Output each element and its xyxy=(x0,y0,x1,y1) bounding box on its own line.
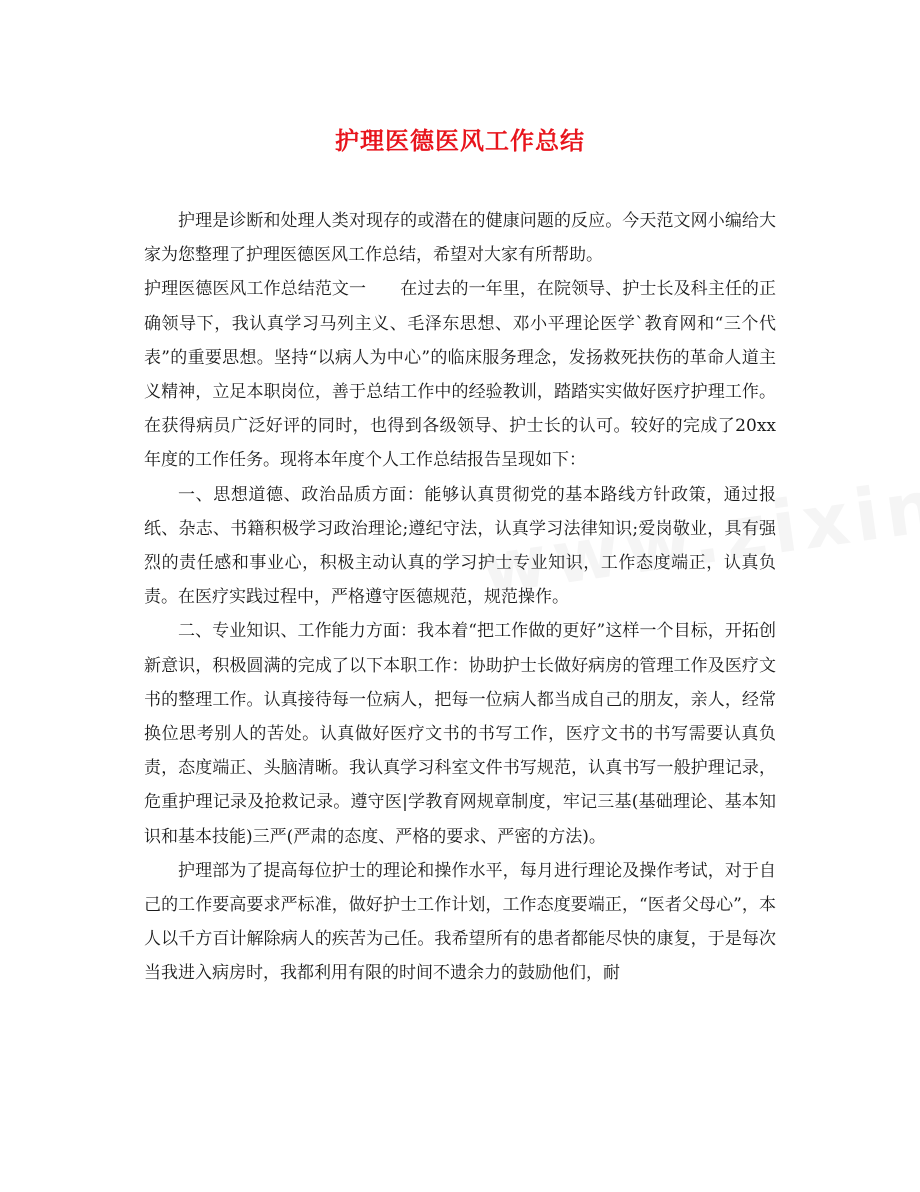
paragraph-intro: 护理是诊断和处理人类对现存的或潜在的健康问题的反应。今天范文网小编给大家为您整理了护理医德医风工作总结，希望对大家有所帮助。 xyxy=(144,211,776,266)
document-body xyxy=(144,204,776,991)
paragraph-sample-one: 护理医德医风工作总结范文一 在过去的一年里，在院领导、护士长及科主任的正确领导下，我认真学习马列主义、毛泽东思想、邓小平理论医学`教育网和“三个代表”的重要思想。坚持“以病人为中心”的临床服务理念，发扬救死扶伤的革命人道主义精神，立足本职岗位，善于总结工作中的经验教训，踏踏实实做好医疗护理工作。在获得病员广泛好评的同时，也得到各级领导、护士长的认可。较好的完成了20xx年度的工作任务。现将本年度个人工作总结报告呈现如下： xyxy=(144,279,776,471)
paragraph-professional: 二、专业知识、工作能力方面：我本着“把工作做的更好”这样一个目标，开拓创新意识，积极圆满的完成了以下本职工作：协助护士长做好病房的管理工作及医疗文书的整理工作。认真接待每一位病人，把每一位病人都当成自己的朋友，亲人，经常换位思考别人的苦处。认真做好医疗文书的书写工作，医疗文书的书写需要认真负责，态度端正、头脑清晰。我认真学习科室文件书写规范，认真书写一般护理记录，危重护理记录及抢救记录。遵守医|学教育网规章制度，牢记三基(基础理论、基本知识和基本技能)三严(严肃的态度、严格的要求、严密的方法)。 xyxy=(144,621,776,847)
document-title: 护理医德医风工作总结 xyxy=(335,126,585,155)
paragraph-ideology: 一、思想道德、政治品质方面：能够认真贯彻党的基本路线方针政策，通过报纸、杂志、书籍积极学习政治理论;遵纪守法，认真学习法律知识;爱岗敬业，具有强烈的责任感和事业心，积极主动认真的学习护士专业知识，工作态度端正，认真负责。在医疗实践过程中，严格遵守医德规范，规范操作。 xyxy=(144,484,776,608)
paragraph-nursing-dept: 护理部为了提高每位护士的理论和操作水平，每月进行理论及操作考试，对于自己的工作要高要求严标准，做好护士工作计划，工作态度要端正，“医者父母心”，本人以千方百计解除病人的疾苦为己任。我希望所有的患者都能尽快的康复，于是每次当我进入病房时，我都利用有限的时间不遗余力的鼓励他们，耐 xyxy=(144,860,776,984)
